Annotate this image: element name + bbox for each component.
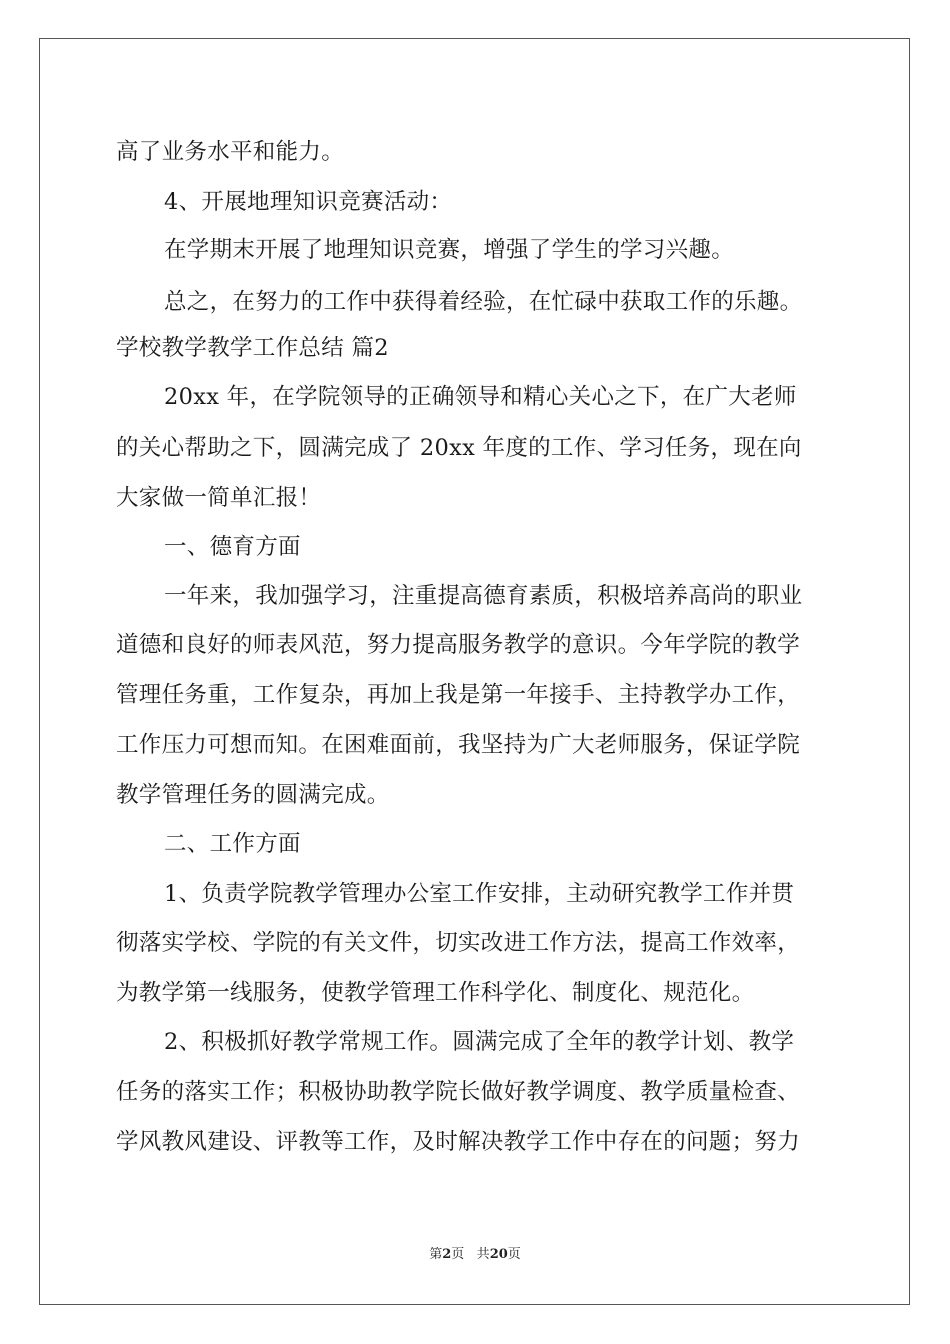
text-line: 管理任务重，工作复杂，再加上我是第一年接手、主持教学办工作， — [116, 682, 801, 708]
text-line: 一年来，我加强学习，注重提高德育素质，积极培养高尚的职业 — [164, 583, 803, 609]
text-line: 2、积极抓好教学常规工作。圆满完成了全年的教学计划、教学 — [164, 1029, 795, 1055]
total-prefix: 共 — [476, 1247, 490, 1262]
text-line: 1、负责学院教学管理办公室工作安排，主动研究教学工作并贯 — [164, 881, 795, 907]
text-line: 任务的落实工作；积极协助教学院长做好教学调度、教学质量检查、 — [116, 1079, 801, 1105]
section-heading: 4、开展地理知识竞赛活动： — [164, 189, 453, 215]
text-line: 的关心帮助之下，圆满完成了 20xx 年度的工作、学习任务，现在向 — [116, 435, 802, 461]
text-line: 高了业务水平和能力。 — [116, 139, 345, 165]
text-line: 20xx 年，在学院领导的正确领导和精心关心之下，在广大老师 — [164, 384, 797, 410]
text-line: 工作压力可想而知。在困难面前，我坚持为广大老师服务，保证学院 — [116, 732, 801, 758]
section-heading: 二、工作方面 — [164, 831, 301, 857]
text-line: 学风教风建设、评教等工作，及时解决教学工作中存在的问题；努力 — [116, 1129, 801, 1155]
page-footer — [0, 1245, 950, 1265]
text-line: 教学管理任务的圆满完成。 — [116, 782, 390, 808]
current-page-number: 2 — [442, 1247, 452, 1262]
text-line: 彻落实学校、学院的有关文件，切实改进工作方法，提高工作效率， — [116, 930, 801, 956]
page-prefix: 第 — [429, 1247, 443, 1262]
text-line: 道德和良好的师表风范，努力提高服务教学的意识。今年学院的教学 — [116, 632, 801, 658]
total-suffix: 页 — [507, 1247, 521, 1262]
text-line: 为教学第一线服务，使教学管理工作科学化、制度化、规范化。 — [116, 980, 755, 1006]
section-heading: 一、德育方面 — [164, 534, 301, 560]
text-line: 在学期末开展了地理知识竞赛，增强了学生的学习兴趣。 — [164, 237, 735, 263]
page-suffix: 页 — [451, 1247, 465, 1262]
total-page-number: 20 — [489, 1247, 508, 1262]
page-border — [39, 38, 910, 1305]
text-line: 总之，在努力的工作中获得着经验，在忙碌中获取工作的乐趣。 — [164, 289, 803, 315]
text-line: 大家做一简单汇报！ — [116, 485, 322, 511]
article-title: 学校教学教学工作总结 篇2 — [116, 335, 389, 361]
